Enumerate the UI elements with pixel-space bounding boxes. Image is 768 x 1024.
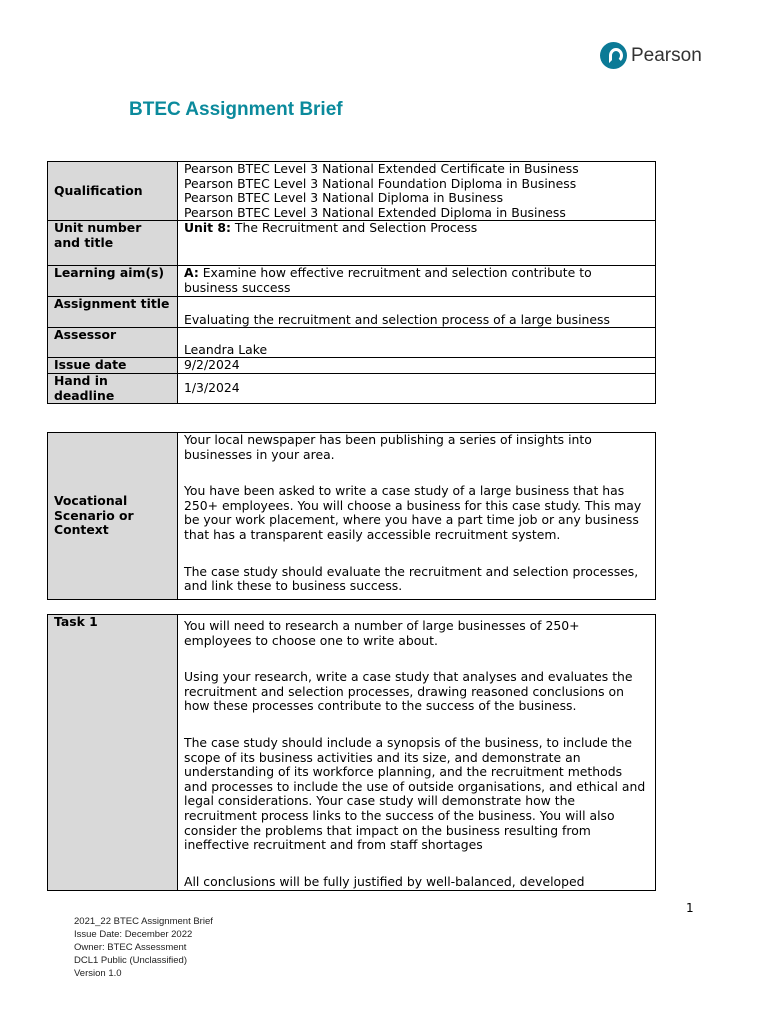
qualification-label: Qualification — [48, 162, 178, 221]
page-number: 1 — [686, 901, 694, 915]
footer-line: Owner: BTEC Assessment — [74, 942, 187, 953]
scenario-paragraph: The case study should evaluate the recruitment and selection processes, and link these to business success. — [184, 563, 639, 594]
qualification-line: Pearson BTEC Level 3 National Extended Diploma in Business — [184, 204, 566, 220]
task-paragraph: Using your research, write a case study that analyses and evaluates the recruitment and selection processes, drawing reasoned conclusions on how these processes contribute to the success of the business. — [184, 669, 633, 714]
assignment-info-table — [47, 161, 656, 404]
deadline-row — [48, 373, 656, 403]
unit-value — [178, 221, 656, 266]
footer-line: Version 1.0 — [74, 968, 122, 979]
deadline-value: 1/3/2024 — [178, 373, 656, 403]
scenario-paragraph: You have been asked to write a case study of a large business that has 250+ employees. You will choose a business for this case study. This may be your work placement, where you have a part time job or any business that has a transparent easily accessible recruitment system. — [184, 483, 642, 542]
pearson-logo-icon — [600, 42, 627, 69]
learning-aim-code: A: — [184, 265, 199, 281]
qualification-value — [178, 162, 656, 221]
footer-line: 2021_22 BTEC Assignment Brief — [74, 916, 213, 927]
unit-row — [48, 221, 656, 266]
pearson-logo-text: Pearson — [631, 44, 702, 66]
footer-line: Issue Date: December 2022 — [74, 929, 193, 940]
assignment-title-value: Evaluating the recruitment and selection process of a large business — [178, 297, 656, 328]
issue-date-label: Issue date — [48, 358, 178, 374]
issue-date-value: 9/2/2024 — [178, 358, 656, 374]
deadline-label: Hand in deadline — [48, 373, 178, 403]
unit-title: The Recruitment and Selection Process — [230, 220, 478, 236]
assessor-label: Assessor — [48, 328, 178, 358]
page-footer — [74, 915, 213, 980]
scenario-content — [178, 433, 656, 600]
learning-aim-label: Learning aim(s) — [48, 266, 178, 297]
scenario-label: Vocational Scenario or Context — [48, 433, 178, 600]
pearson-logo — [600, 42, 702, 69]
task-paragraph: The case study should include a synopsis of the business, to include the scope of its business activities and its size, and demonstrate an understanding of its workforce planning, and the recruitment methods and processes to include the use of outside organisations, and ethical and legal considerations. Your case study will demonstrate how the recruitment process links to the success of the business. You will also consider the problems that impact on the business resulting from ineffective recruitment and from staff shortages — [184, 734, 646, 853]
assignment-title-row — [48, 297, 656, 328]
qualification-row — [48, 162, 656, 221]
task-label: Task 1 — [48, 615, 178, 891]
assignment-title-label: Assignment title — [48, 297, 178, 328]
scenario-row — [48, 433, 656, 600]
learning-aim-row — [48, 266, 656, 297]
task-paragraph: All conclusions will be fully justified by well-balanced, developed — [184, 873, 585, 889]
qualification-line: Pearson BTEC Level 3 National Diploma in Business — [184, 190, 504, 206]
scenario-paragraph: Your local newspaper has been publishing a series of insights into businesses in your area. — [184, 432, 592, 462]
unit-label: Unit number and title — [48, 221, 178, 266]
assessor-row — [48, 328, 656, 358]
task-paragraph: You will need to research a number of large businesses of 250+ employees to choose one to write about. — [184, 618, 580, 648]
learning-aim-value — [178, 266, 656, 297]
footer-line: DCL1 Public (Unclassified) — [74, 955, 187, 966]
issue-date-row — [48, 358, 656, 374]
assessor-value: Leandra Lake — [178, 328, 656, 358]
unit-number: Unit 8: — [184, 220, 231, 236]
task-table — [47, 614, 656, 891]
document-title: BTEC Assignment Brief — [129, 99, 343, 120]
scenario-table — [47, 432, 656, 600]
qualification-line: Pearson BTEC Level 3 National Foundation Diploma in Business — [184, 175, 577, 191]
qualification-line: Pearson BTEC Level 3 National Extended Certificate in Business — [184, 161, 579, 176]
learning-aim-text: Examine how effective recruitment and selection contribute to business success — [184, 265, 592, 295]
task-content — [178, 615, 656, 891]
task-row — [48, 615, 656, 891]
